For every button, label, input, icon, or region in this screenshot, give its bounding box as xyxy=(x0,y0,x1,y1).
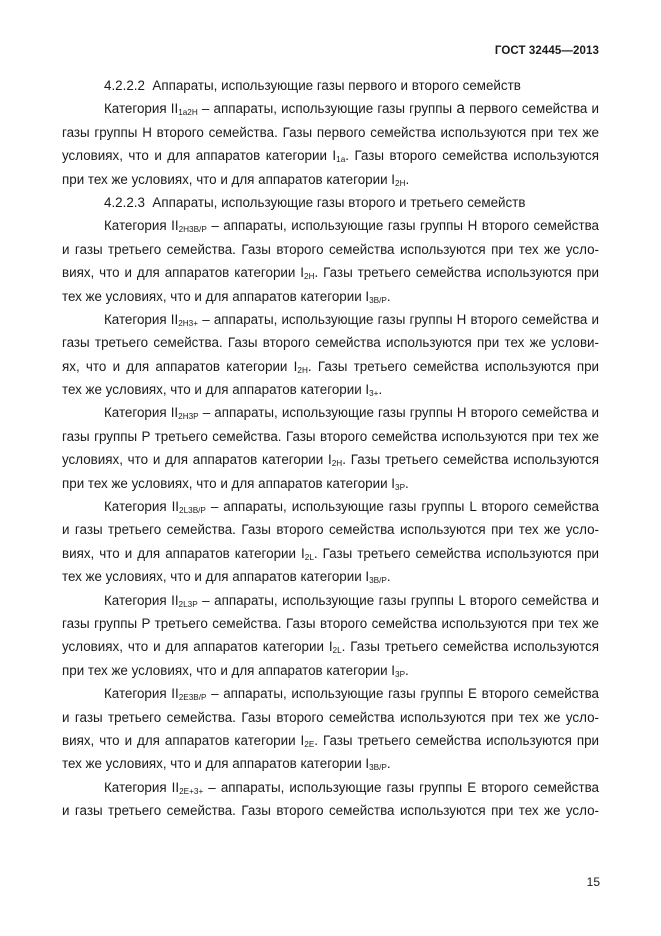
paragraph-category-2l3p: Категория $II_{2L3P}$ – аппараты, использующие газы группы L второго семейства и газы группы P третьего семейства. Газы второго семейства используются при тех же условиях, что и для аппаратов категории $I_{2L}$. Газы третьего семейства используются при тех же условиях, что и для аппаратов категории $I_{3P}$. xyxy=(62,592,599,679)
paragraph-category-2l3bp: Категория $II_{2L3B/P}$ – аппараты, использующие газы группы L второго семейства и газы третьего семейства. Газы второго семейства используются при тех же усло- виях, что и для аппаратов категории $I_{2L}$. Газы третьего семейства используются при тех же условиях, что и для аппаратов категории $I_{3B/P}$. xyxy=(62,499,599,586)
page-number: 15 xyxy=(586,875,600,889)
document-header: ГОСТ 32445—2013 xyxy=(494,45,599,57)
section-heading-4-2-2-3: 4.2.2.3 Аппараты, использующие газы второго и третьего семейств xyxy=(104,194,526,210)
paragraph-category-2h3bp: Категория $II_{2H3B/P}$ – аппараты, использующие газы группы H второго семейства и газы третьего семейства. Газы второго семейства используются при тех же усло- виях, что и для аппаратов категории $I_{2H}$. Газы третьего семейства используются при тех же условиях, что и для аппаратов категории $I_{3B/P}$. xyxy=(62,218,599,305)
paragraph-category-2eplus3plus: Категория $II_{2E+3+}$ – аппараты, использующие газы группы E второго семейства и газы третьего семейства. Газы второго семейства используются при тех же усло- xyxy=(62,779,599,819)
paragraph-category-2h3p: Категория $II_{2H3P}$ – аппараты, использующие газы группы H второго семейства и газы группы P третьего семейства. Газы второго семейства используются при тех же условиях, что и для аппаратов категории $I_{2H}$. Газы третьего семейства используются при тех же условиях, что и для аппаратов категории $I_{3P}$. xyxy=(62,405,599,492)
paragraph-category-2e3bp: Категория $II_{2E3B/P}$ – аппараты, использующие газы группы E второго семейства и газы третьего семейства. Газы второго семейства используются при тех же усло- виях, что и для аппаратов категории $I_{2E}$. Газы третьего семейства используются при тех же условиях, что и для аппаратов категории $I_{3B/P}$. xyxy=(62,686,599,773)
paragraph-category-1a2h: Категория $II_{1a2H}$ – аппараты, использующие газы группы а первого семейства и газы группы H второго семейства. Газы первого семейства используются при тех же условиях, что и для аппаратов категории $I_{1a}$. Газы второго семейства используются при тех же условиях, что и для аппаратов категории $I_{2H}$. xyxy=(62,100,600,188)
section-heading-4-2-2-2: 4.2.2.2 Аппараты, использующие газы первого и второго семейств xyxy=(104,78,521,93)
document-body xyxy=(62,74,599,823)
paragraph-category-2h3plus: Категория $II_{2H3+}$ – аппараты, использующие газы группы H второго семейства и газы третьего семейства. Газы второго семейства используются при тех же услови- ях, что и для аппаратов категории $I_{2H}$. Газы третьего семейства используются при тех же условиях, что и для аппаратов категории $I_{3+}$. xyxy=(62,311,599,399)
